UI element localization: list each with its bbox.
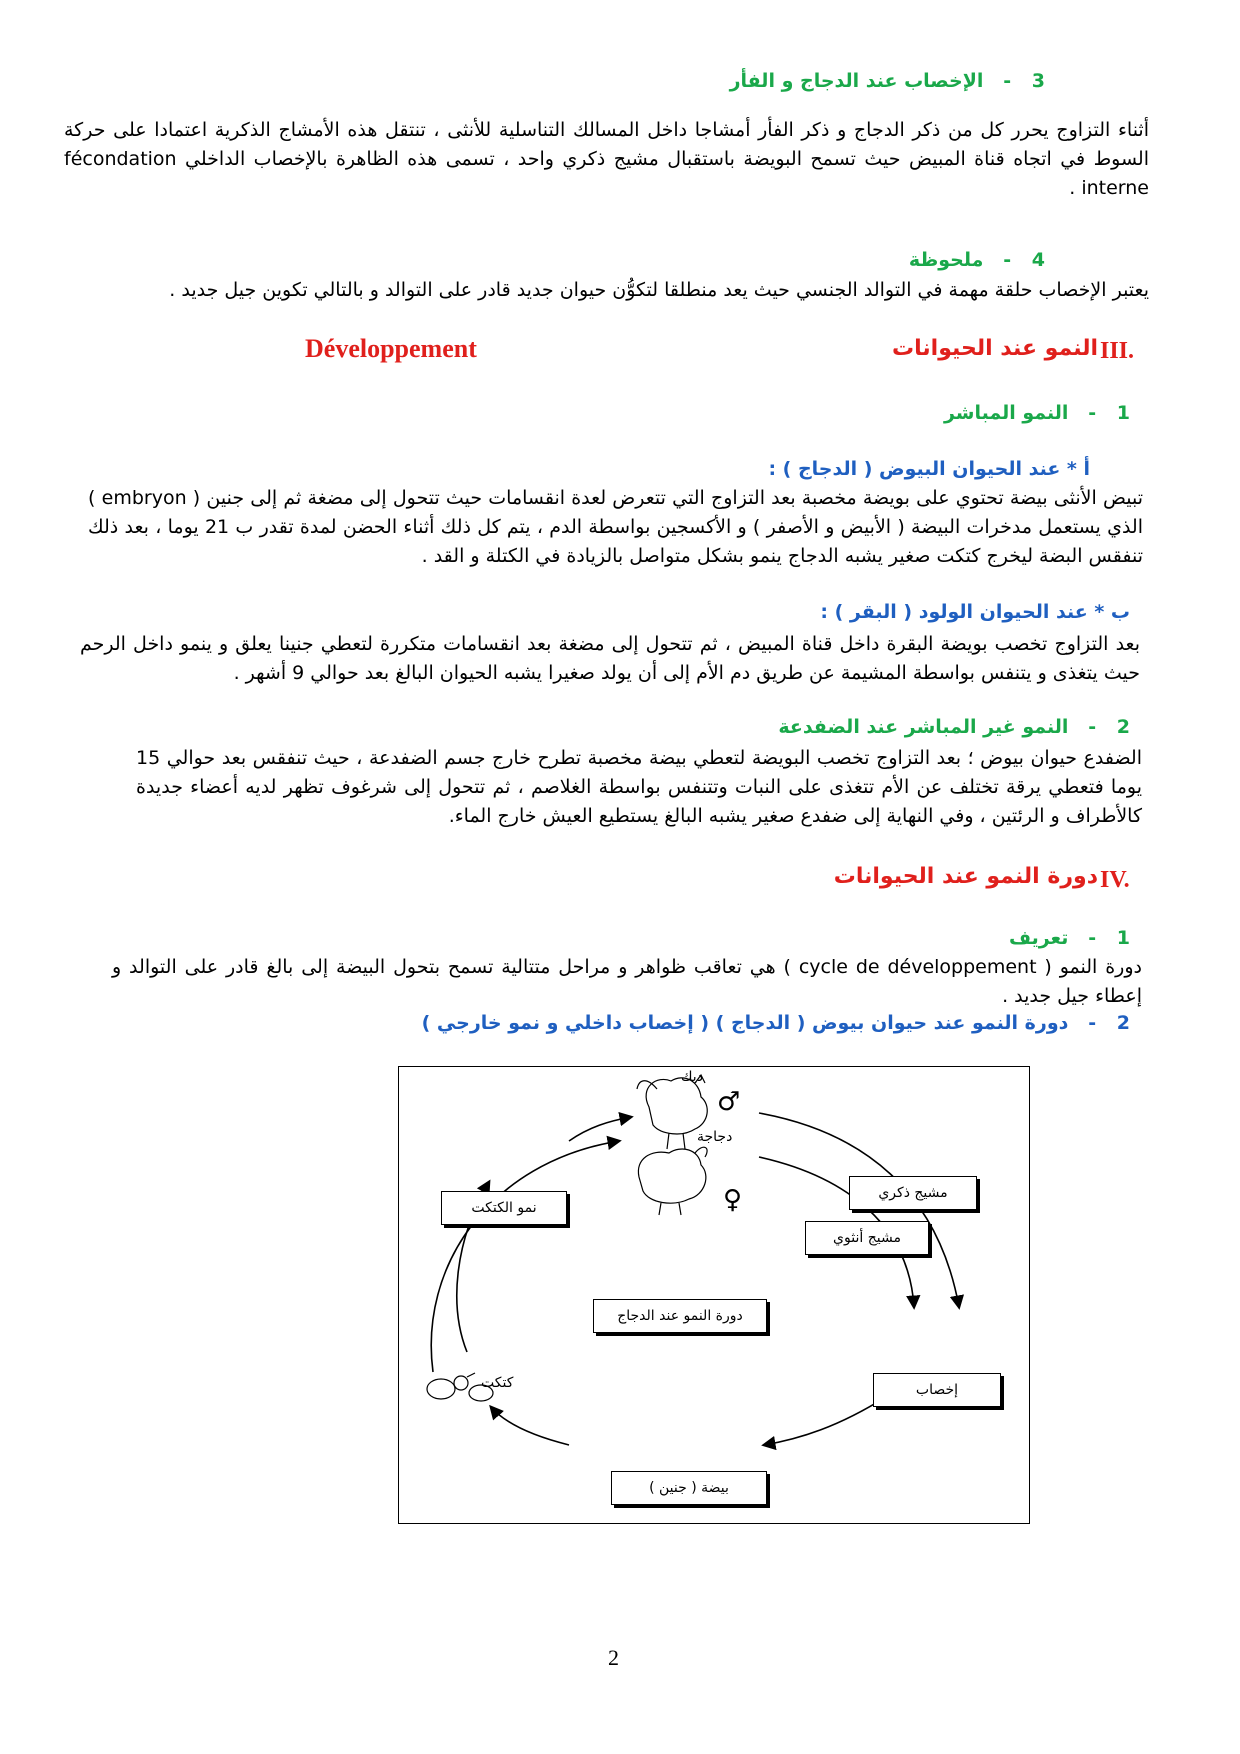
sub1-title: النمو المباشر bbox=[943, 402, 1069, 424]
def-number: 1 bbox=[1116, 927, 1130, 949]
sub2-heading bbox=[430, 716, 1130, 738]
rooster-label: ديك bbox=[681, 1069, 703, 1085]
chick-label: كتكت bbox=[481, 1375, 514, 1391]
arrow-chick-to-adult-outer bbox=[431, 1141, 619, 1372]
subB-title: ب * عند الحيوان الولود ( البقر ) : bbox=[820, 601, 1130, 623]
cycle-title: دورة النمو عند حيوان بيوض ( الدجاج ) ( إخصاب داخلي و نمو خارجي ) bbox=[421, 1012, 1069, 1034]
cycle-heading bbox=[230, 1012, 1130, 1034]
cycle-number: 2 bbox=[1116, 1012, 1130, 1034]
box-chick-growth: نمو الكتكت bbox=[441, 1191, 567, 1225]
def-heading bbox=[530, 927, 1130, 949]
def-title: تعريف bbox=[1008, 927, 1069, 949]
chapter3-french-title: Développement bbox=[305, 334, 477, 363]
sub2-number: 2 bbox=[1116, 716, 1130, 738]
sub2-dash: - bbox=[1075, 716, 1097, 738]
life-cycle-diagram bbox=[398, 1066, 1030, 1524]
chapter4-title: دورة النمو عند الحيوانات bbox=[833, 864, 1098, 889]
chapter3-title: النمو عند الحيوانات bbox=[892, 336, 1098, 361]
cycle-dash: - bbox=[1075, 1012, 1097, 1034]
box-male-gamete: مشيج ذكري bbox=[849, 1176, 977, 1210]
hen-icon bbox=[638, 1147, 707, 1215]
box-center-title: دورة النمو عند الدجاج bbox=[593, 1299, 767, 1333]
sub2-paragraph: الضفدع حيوان بيوض ؛ بعد التزاوج تخصب البويضة لتعطي بيضة مخصبة تطرح خارج جسم الضفدعة ، حيث تنفقس بعد حوالي 15 يوما فتعطي يرقة تختلف عن الأم تتغذى على النبات وتتنفس بواسطة الغلاصم ، ثم تتحول إلى شرغوف تظهر لديه أعضاء جديدة كالأطراف و الرئتين ، وفي النهاية إلى ضفدع صغير يشبه البالغ يستطيع العيش خارج الماء. bbox=[136, 747, 1142, 827]
sub1-number: 1 bbox=[1116, 402, 1130, 424]
sub1-dash: - bbox=[1075, 402, 1097, 424]
hen-label: دجاجة bbox=[697, 1129, 733, 1145]
subB-paragraph: بعد التزاوج تخصب بويضة البقرة داخل قناة المبيض ، ثم تتحول إلى مضغة بعد انقسامات متكررة لتعطي جنينا يعلق و ينمو داخل الرحم حيث يتغذى و يتنفس بواسطة المشيمة عن طريق دم الأم إلى أن يولد صغيرا يشبه الحيوان البالغ بعد حوالي 9 أشهر . bbox=[80, 633, 1140, 684]
female-symbol: ♀ bbox=[723, 1185, 743, 1215]
def-paragraph: دورة النمو ( cycle de développement ) هي تعاقب ظواهر و مراحل متتالية تسمح بتحول البيضة إلى بالغ قادر على التوالد و إعطاء جيل جديد . bbox=[112, 956, 1142, 1007]
male-symbol: ♂ bbox=[717, 1087, 741, 1117]
sub1-heading bbox=[530, 402, 1130, 424]
section4-dash: - bbox=[990, 249, 1012, 271]
section4-paragraph: يعتبر الإخصاب حلقة مهمة في التوالد الجنسي حيث يعد منطلقا لتكوُّن حيوان جديد قادر على التوالد و بالتالي تكوين جيل جديد . bbox=[169, 279, 1149, 301]
section3-heading bbox=[145, 70, 1045, 92]
arrow-egg-to-chick bbox=[491, 1407, 569, 1445]
section3-dash: - bbox=[990, 70, 1012, 92]
section4-title: ملحوظة bbox=[908, 249, 984, 271]
section3-number: 3 bbox=[1031, 70, 1045, 92]
arrow-growth-to-hen bbox=[569, 1117, 631, 1141]
box-egg: بيضة ( جنين ) bbox=[611, 1471, 767, 1505]
def-dash: - bbox=[1075, 927, 1097, 949]
chapter3-numeral: III. bbox=[1100, 338, 1135, 364]
box-female-gamete: مشيج أنثوي bbox=[805, 1221, 929, 1255]
page-number: 2 bbox=[608, 1645, 619, 1670]
section4-heading bbox=[145, 249, 1045, 271]
box-fertilization: إخصاب bbox=[873, 1373, 1001, 1407]
section3-title: الإخصاب عند الدجاج و الفأر bbox=[729, 70, 984, 92]
arrow-adult-to-fertilization-outer bbox=[759, 1113, 959, 1307]
section4-number: 4 bbox=[1031, 249, 1045, 271]
section3-paragraph: أثناء التزاوج يحرر كل من ذكر الدجاج و ذكر الفأر أمشاجا داخل المسالك التناسلية للأنثى ، تنتقل هذه الأمشاج الذكرية اعتمادا على حركة السوط في اتجاه قناة المبيض حيث تسمح البويضة باستقبال مشيج ذكري واحد ، تسمى هذه الظاهرة بالإخصاب الداخلي fécondation interne . bbox=[64, 119, 1149, 199]
sub2-title: النمو غير المباشر عند الضفدعة bbox=[778, 716, 1069, 738]
arrow-fertilization-to-egg bbox=[764, 1395, 889, 1445]
subA-paragraph: تبيض الأنثى بيضة تحتوي على بويضة مخصبة بعد التزاوج التي تتعرض لعدة انقسامات حيث تتحول إلى مضغة ثم إلى جنين ( embryon ) الذي يستعمل مدخرات البيضة ( الأبيض و الأصفر ) و الأكسجين بواسطة الدم ، يتم كل ذلك أثناء الحضن لمدة تقدر ب 21 يوما ، بعد ذلك تنفقس البضة ليخرج كتكت صغير يشبه الدجاج ينمو بشكل متواصل بالزيادة في الكتلة و القد . bbox=[88, 487, 1144, 567]
chapter4-numeral: IV. bbox=[1100, 867, 1130, 893]
subA-title: أ * عند الحيوان البيوض ( الدجاج ) : bbox=[768, 458, 1090, 480]
